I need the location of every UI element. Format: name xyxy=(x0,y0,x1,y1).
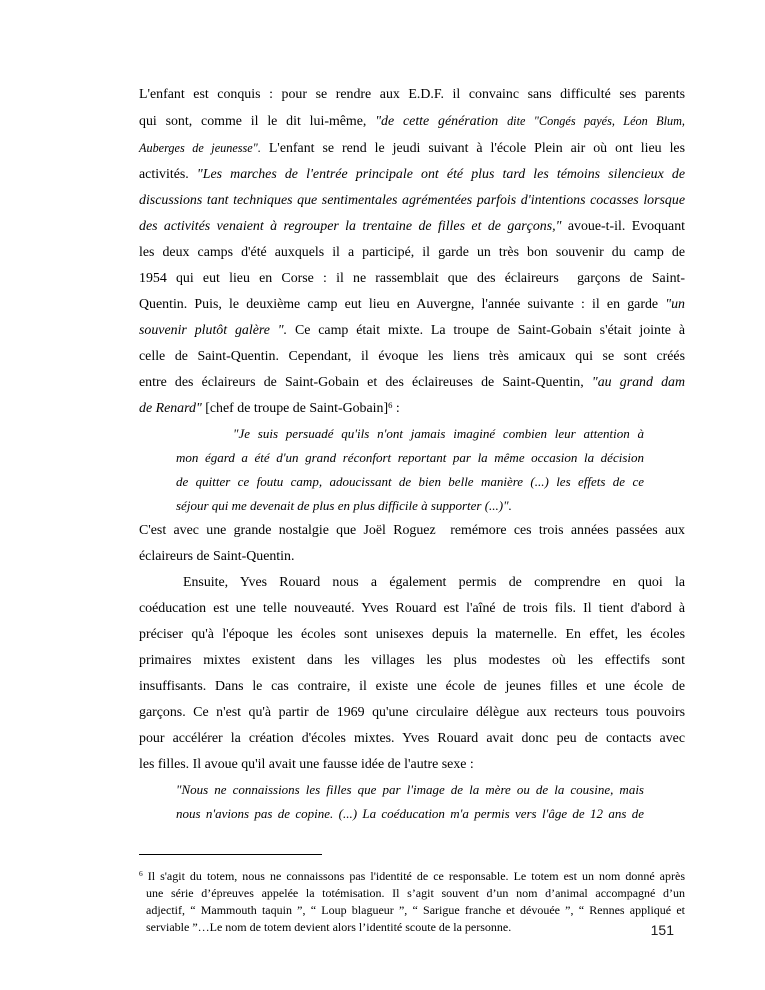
text-segment: Quentin. Puis, le deuxième camp eut lieu en Auvergne, l'année suivante : il en garde xyxy=(139,297,666,312)
text-segment: insuffisants. Dans le cas contraire, il existe une école de jeunes filles et une école de xyxy=(139,679,685,694)
text-segment: "au grand dam xyxy=(591,375,685,390)
text-segment: avoue-t-il. Evoquant xyxy=(561,219,685,234)
block-quote-yves-rouard xyxy=(176,778,644,826)
text-segment: séjour qui me devenait de plus en plus difficile à supporter (...)". xyxy=(176,498,512,513)
text-segment: les filles. Il avoue qu'il avait une fausse idée de l'autre sexe : xyxy=(139,757,474,772)
text-segment: "Nous ne connaissions les filles que par l'image de la mère ou de la cousine, mais xyxy=(176,782,644,797)
text-segment: discussions tant techniques que sentimentales agrémentées parfois d'intentions cocasses lorsque xyxy=(139,193,685,208)
paragraph-nostalgie xyxy=(139,518,685,570)
text-segment: C'est avec une grande nostalgie que Joël Roguez remémore ces trois années passées aux xyxy=(139,523,685,538)
text-line xyxy=(176,778,644,802)
text-segment: de Renard" xyxy=(139,401,202,416)
text-line xyxy=(139,674,685,700)
text-line xyxy=(139,868,685,885)
text-segment: pour accélérer la création d'écoles mixtes. Yves Rouard avait donc peu de contacts avec xyxy=(139,731,685,746)
text-segment: serviable ”…Le nom de totem devient alors l’identité scoute de la personne. xyxy=(146,920,512,934)
text-segment: des activités venaient à regrouper la trentaine de filles et de garçons," xyxy=(139,219,562,234)
text-line xyxy=(139,318,685,344)
footnote-totem xyxy=(139,868,685,936)
text-column xyxy=(139,82,685,936)
text-segment: qui sont, comme il le dit lui-même, xyxy=(139,114,376,129)
text-segment: activités. xyxy=(139,167,197,182)
text-line xyxy=(139,752,685,778)
text-segment: adjectif, “ Mammouth taquin ”, “ Loup blagueur ”, “ Sarigue franche et dévouée ”, “ Rennes appliqué et xyxy=(146,903,685,917)
paragraph-yves-rouard xyxy=(139,570,685,778)
text-line xyxy=(139,726,685,752)
text-segment: éclaireurs de Saint-Quentin. xyxy=(139,549,295,564)
text-line xyxy=(139,292,685,318)
footnote-reference: 6 xyxy=(139,869,143,879)
text-line xyxy=(139,570,685,596)
text-line xyxy=(139,648,685,674)
text-line xyxy=(139,240,685,266)
text-line xyxy=(139,622,685,648)
text-line xyxy=(139,344,685,370)
text-line xyxy=(146,919,685,936)
page-number: 151 xyxy=(650,922,674,938)
text-line xyxy=(139,162,685,188)
footnote-reference: 6 xyxy=(388,399,393,410)
footnote-separator xyxy=(139,854,322,855)
text-line xyxy=(139,266,685,292)
text-line xyxy=(139,396,685,422)
text-line xyxy=(176,494,644,518)
text-segment: entre des éclaireurs de Saint-Gobain et des éclaireuses de Saint-Quentin, xyxy=(139,375,592,390)
text-line xyxy=(139,596,685,622)
text-segment: "de cette génération xyxy=(375,114,508,129)
text-line xyxy=(139,188,685,214)
text-segment: "Je suis persuadé qu'ils n'ont jamais imaginé combien leur attention à xyxy=(233,426,644,441)
text-line xyxy=(176,446,644,470)
text-segment: souvenir plutôt galère ". xyxy=(139,323,288,338)
text-line xyxy=(176,802,644,826)
text-line xyxy=(176,470,644,494)
text-segment: Il s'agit du totem, nous ne connaissons pas l'identité de ce responsable. Le totem est un nom donné après xyxy=(142,869,685,883)
text-segment: Ensuite, Yves Rouard nous a également permis de comprendre en quoi la xyxy=(183,575,685,590)
text-line xyxy=(139,544,685,570)
text-segment: : xyxy=(392,401,400,416)
text-line xyxy=(139,135,685,162)
text-line xyxy=(139,108,685,135)
text-line xyxy=(139,700,685,726)
text-segment: dite "Congés payés, Léon Blum, xyxy=(507,114,685,128)
text-segment: une série d’épreuves appelée la totémisation. Il s’agit souvent d’un nom d’animal accompagné d’un xyxy=(146,886,685,900)
text-segment: coéducation est une telle nouveauté. Yves Rouard est l'aîné de trois fils. Il tient d'abord à xyxy=(139,601,685,616)
text-segment: Auberges de jeunesse". xyxy=(139,141,261,155)
text-segment: L'enfant se rend le jeudi suivant à l'école Plein air où ont lieu les xyxy=(260,141,685,156)
text-segment: primaires mixtes existent dans les villages les plus modestes où les effectifs sont xyxy=(139,653,685,668)
text-segment: nous n'avions pas de copine. (...) La coéducation m'a permis vers l'âge de 12 ans de xyxy=(176,806,644,821)
text-segment: 1954 qui eut lieu en Corse : il ne rassemblait que des éclaireurs garçons de Saint- xyxy=(139,271,685,286)
text-segment: celle de Saint-Quentin. Cependant, il évoque les liens très amicaux qui se sont créés xyxy=(139,349,685,364)
text-segment: Ce camp était mixte. La troupe de Saint-Gobain s'était jointe à xyxy=(287,323,685,338)
block-quote-joel-roguez xyxy=(176,422,644,518)
text-line xyxy=(139,82,685,108)
text-segment: mon égard a été d'un grand réconfort reportant par la même occasion la décision xyxy=(176,450,644,465)
text-segment: de quitter ce foutu camp, adoucissant de bien belle manière (...) les effets de ce xyxy=(176,474,644,489)
text-line xyxy=(146,902,685,919)
text-line xyxy=(176,422,644,446)
text-segment: "un xyxy=(665,297,685,312)
text-segment: les deux camps d'été auxquels il a participé, il garde un très bon souvenir du camp de xyxy=(139,245,685,260)
text-line xyxy=(146,885,685,902)
text-line xyxy=(139,518,685,544)
text-line xyxy=(139,214,685,240)
text-line xyxy=(139,370,685,396)
text-segment: préciser qu'à l'époque les écoles sont unisexes depuis la maternelle. En effet, les écoles xyxy=(139,627,685,642)
text-segment: "Les marches de l'entrée principale ont été plus tard les témoins silencieux de xyxy=(196,167,685,182)
text-segment: garçons. Ce n'est qu'à partir de 1969 qu'une circulaire délègue aux recteurs tous pouvoirs xyxy=(139,705,685,720)
paragraph-camps xyxy=(139,82,685,422)
text-segment: L'enfant est conquis : pour se rendre aux E.D.F. il convainc sans difficulté ses parents xyxy=(139,87,685,102)
text-segment: [chef de troupe de Saint-Gobain] xyxy=(201,401,389,416)
